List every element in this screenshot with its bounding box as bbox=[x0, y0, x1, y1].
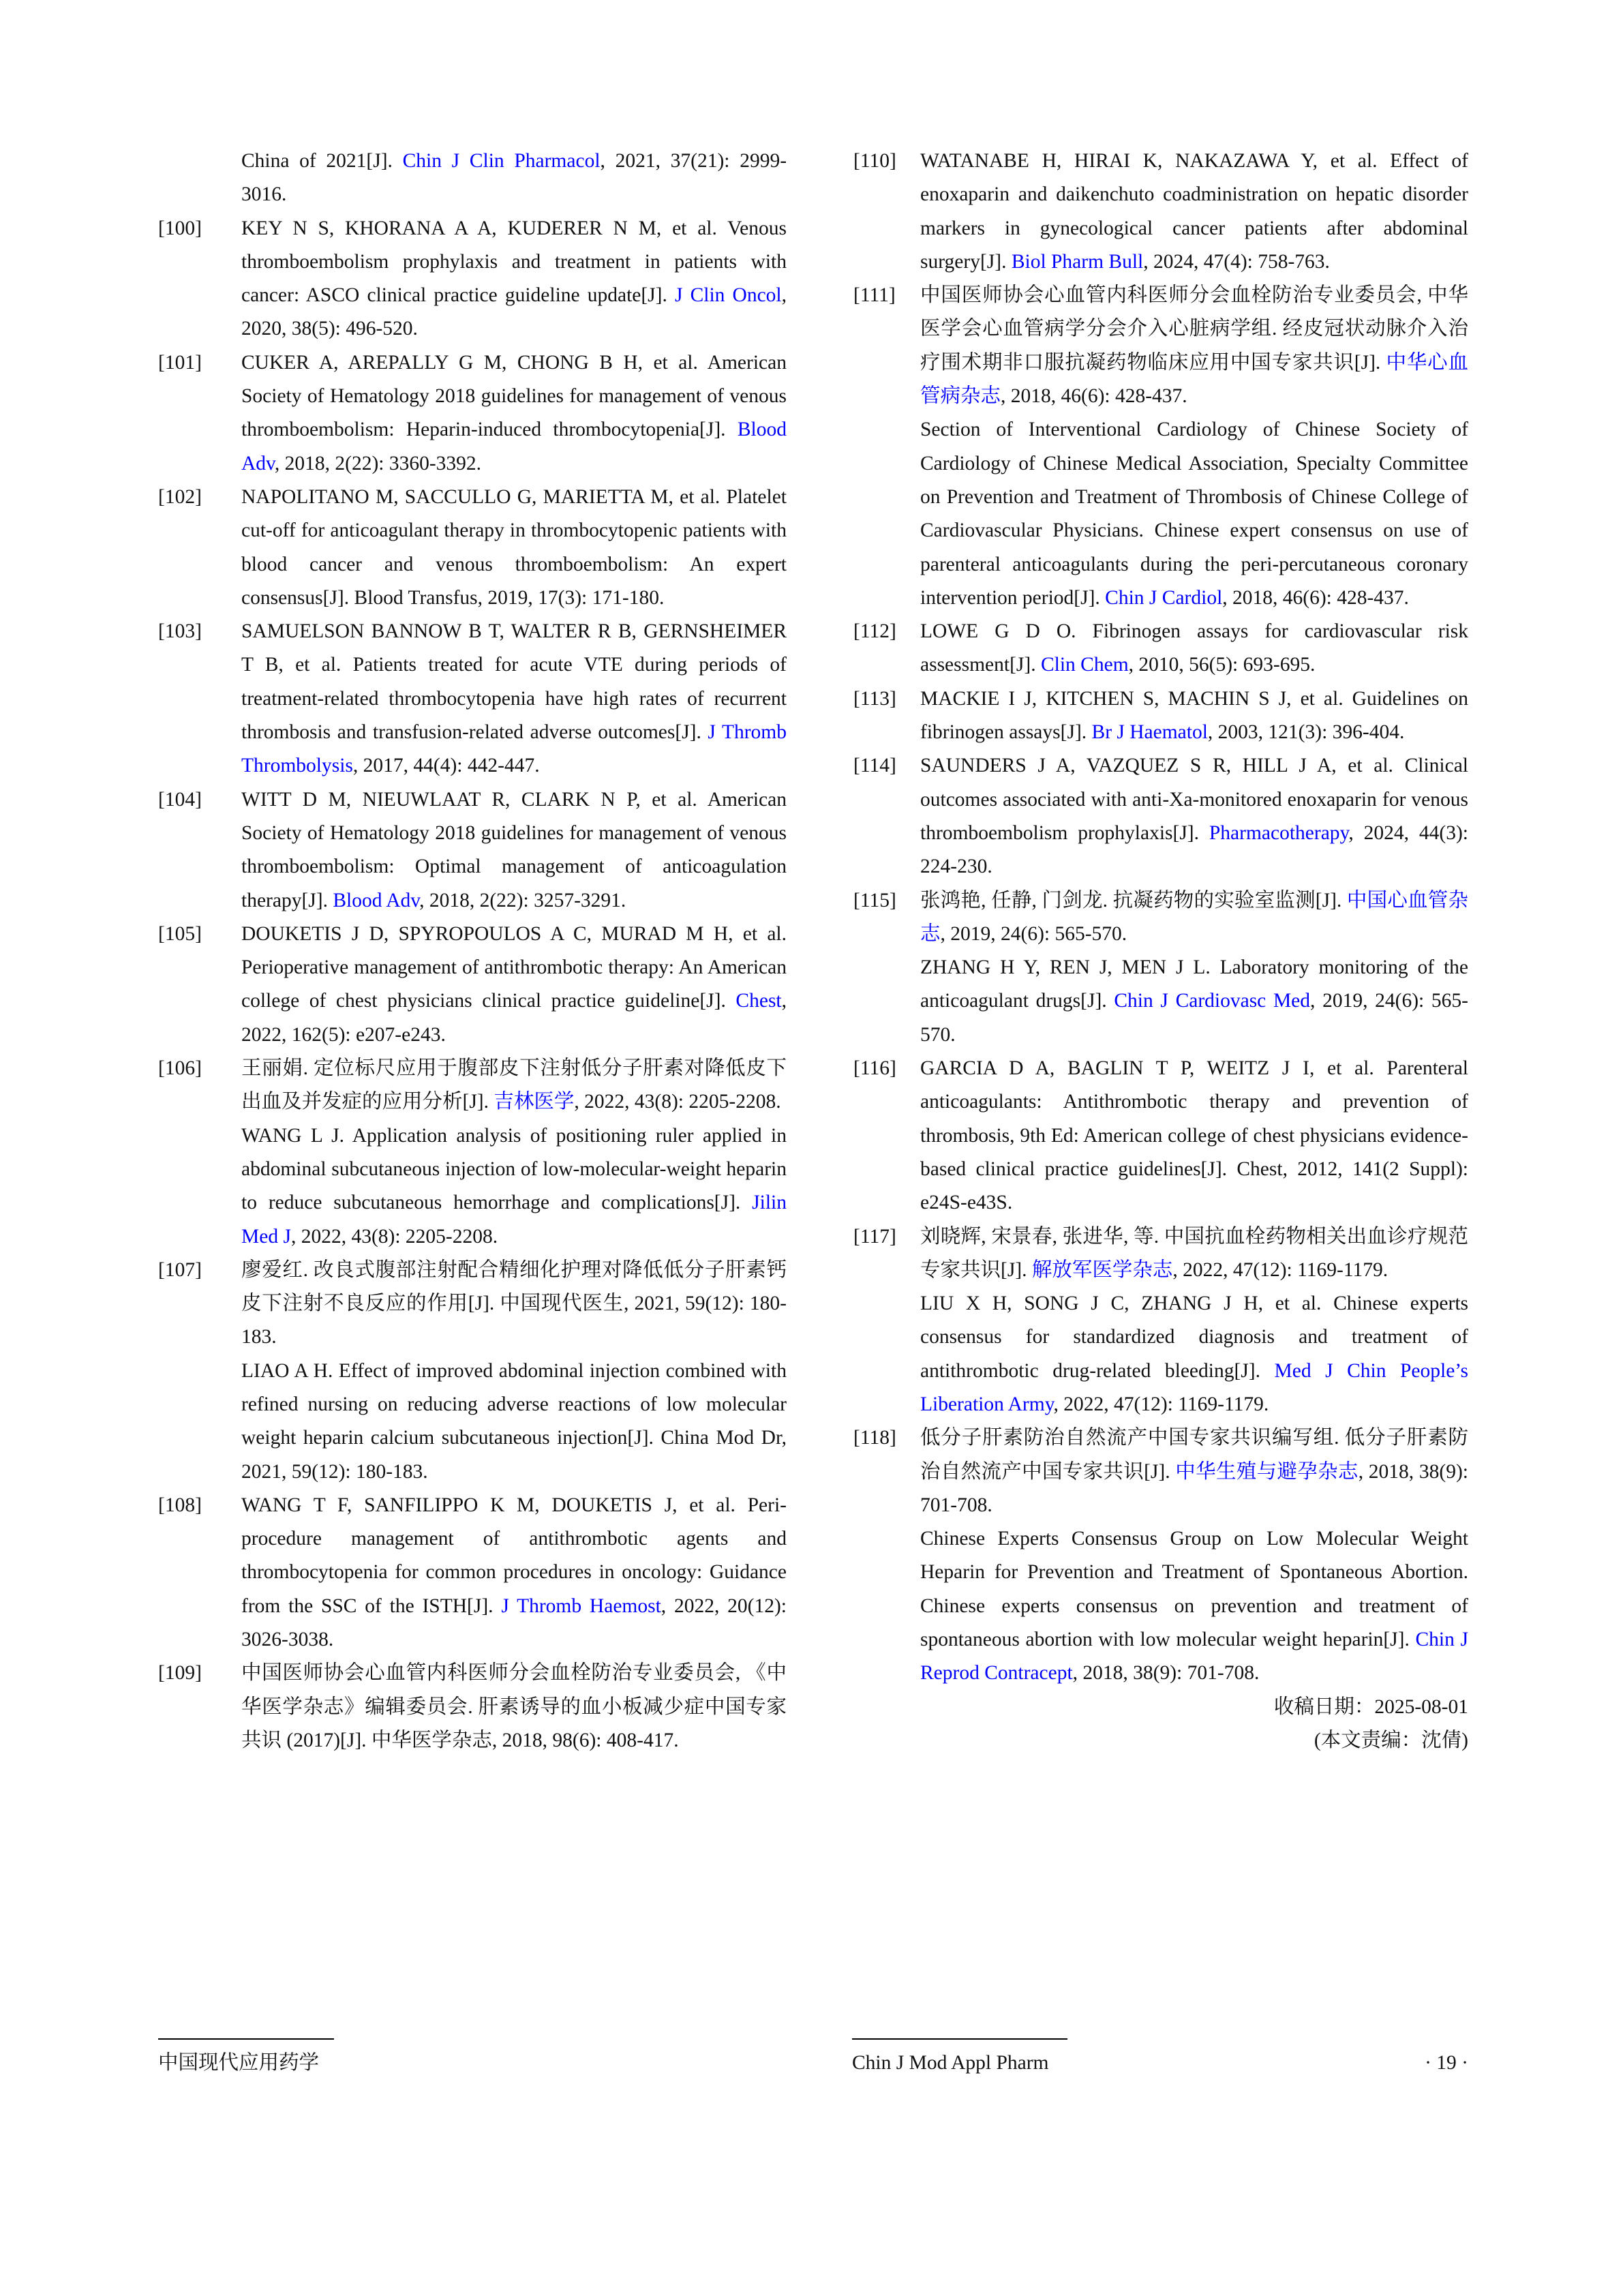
reference-number: [118] bbox=[853, 1427, 896, 1449]
reference-text bbox=[241, 783, 787, 918]
journal-link[interactable]: Blood Adv bbox=[241, 419, 787, 474]
footer-journal-cn: 中国现代应用药学 bbox=[158, 2052, 320, 2074]
journal-link[interactable]: Br J Haematol bbox=[1091, 721, 1208, 744]
reference-text-segment: , 2019, 24(6): 565-570. bbox=[940, 922, 1127, 945]
journal-link[interactable]: J Thromb Thrombolysis bbox=[241, 721, 787, 777]
reference-item bbox=[158, 212, 787, 346]
reference-text-segment: ZHANG H Y, REN J, MEN J L. Laboratory monitoring of the anticoagulant drugs[J]. bbox=[920, 956, 1468, 1012]
reference-item bbox=[158, 615, 787, 783]
journal-link[interactable]: Chin J Cardiovasc Med bbox=[1114, 990, 1311, 1012]
reference-text-segment: GARCIA D A, BAGLIN T P, WEITZ J I, et al. Parenteral anticoagulants: Antithrombotic therapy and prevention of thrombosis, 9th Ed: American college of chest physicians evidence-based clinical practice guidelines[J]. Chest, 2012, 141(2 Suppl): e24S-e43S. bbox=[920, 1057, 1468, 1214]
reference-text-segment: 张鸿艳, 任静, 门剑龙. 抗凝药物的实验室监测[J]. bbox=[920, 889, 1347, 911]
reference-continuation bbox=[158, 145, 787, 212]
reference-text bbox=[241, 145, 787, 212]
journal-link[interactable]: Chin J Cardiol bbox=[1105, 586, 1223, 609]
reference-text-segment: 王丽娟. 定位标尺应用于腹部皮下注射低分子肝素对降低皮下出血及并发症的应用分析[J]. bbox=[241, 1057, 787, 1113]
reference-number: [106] bbox=[158, 1057, 202, 1080]
reference-translation bbox=[920, 951, 1468, 1052]
reference-text bbox=[920, 884, 1468, 952]
reference-list-right bbox=[853, 145, 1468, 1691]
reference-number: [103] bbox=[158, 620, 202, 643]
reference-text-segment: , 2019, 24(6): 565-570. bbox=[920, 990, 1468, 1046]
reference-item bbox=[158, 481, 787, 615]
reference-item bbox=[158, 783, 787, 918]
reference-translation bbox=[920, 413, 1468, 615]
reference-number: [110] bbox=[853, 150, 896, 172]
reference-number: [107] bbox=[158, 1258, 202, 1281]
reference-text-segment: Section of Interventional Cardiology of Chinese Society of Cardiology of Chinese Medical Association, Specialty Committee on Prevention and Treatment of Thrombosis of Chinese College of Cardiovascular Physicians. Chinese expert consensus on use of parenteral anticoagulants during the peri-percutaneous coronary intervention period[J]. bbox=[920, 419, 1468, 609]
reference-text bbox=[241, 346, 787, 481]
journal-link[interactable]: Chin J Clin Pharmacol bbox=[402, 150, 601, 172]
reference-text bbox=[241, 1254, 787, 1355]
journal-link[interactable]: 中华生殖与避孕杂志 bbox=[1175, 1460, 1359, 1483]
editor-note: (本文责编：沈倩) bbox=[1314, 1729, 1468, 1751]
reference-text-segment: SAMUELSON BANNOW B T, WALTER R B, GERNSHEIMER T B, et al. Patients treated for acute VTE during periods of treatment-related thrombocytopenia have high rates of recurrent thrombosis and transfusion-related adverse outcomes[J]. bbox=[241, 620, 787, 744]
reference-item bbox=[853, 1052, 1468, 1220]
reference-text bbox=[241, 1052, 787, 1119]
reference-text-segment: , 2018, 46(6): 428-437. bbox=[1001, 385, 1187, 408]
reference-text bbox=[241, 481, 787, 615]
journal-link[interactable]: Chest bbox=[735, 990, 782, 1012]
received-date: 收稿日期：2025-08-01 bbox=[1273, 1695, 1468, 1718]
reference-item bbox=[158, 346, 787, 481]
reference-number: [100] bbox=[158, 217, 202, 239]
reference-text-segment: Chinese Experts Consensus Group on Low Molecular Weight Heparin for Prevention and Treatment of Spontaneous Abortion. Chinese experts consensus on prevention and treatment of spontaneous abortion with low molecular weight heparin[J]. bbox=[920, 1528, 1468, 1651]
reference-text-segment: MACKIE I J, KITCHEN S, MACHIN S J, et al. Guidelines on fibrinogen assays[J]. bbox=[920, 687, 1468, 744]
journal-link[interactable]: Med J Chin People’s Liberation Army bbox=[920, 1359, 1468, 1415]
reference-text-segment: , 2010, 56(5): 693-695. bbox=[1128, 654, 1316, 676]
reference-list-left bbox=[158, 212, 787, 1758]
reference-text-segment: , 2022, 20(12): 3026-3038. bbox=[241, 1595, 787, 1651]
reference-number: [113] bbox=[853, 687, 896, 710]
reference-number: [111] bbox=[853, 284, 896, 307]
reference-item bbox=[158, 1254, 787, 1489]
reference-text-segment: , 2022, 43(8): 2205-2208. bbox=[574, 1091, 781, 1113]
reference-number: [116] bbox=[853, 1057, 896, 1080]
reference-text bbox=[241, 918, 787, 1052]
reference-text-segment: , 2018, 38(9): 701-708. bbox=[920, 1460, 1468, 1516]
reference-item bbox=[853, 749, 1468, 883]
journal-link[interactable]: J Clin Oncol bbox=[674, 284, 782, 307]
reference-text-segment: 中国医师协会心血管内科医师分会血栓防治专业委员会, 《中华医学杂志》编辑委员会. 肝素诱导的血小板减少症中国专家共识 (2017)[J]. 中华医学杂志, 2018, 98(6): 408-417. bbox=[241, 1662, 787, 1751]
right-column bbox=[853, 145, 1468, 1757]
reference-text bbox=[920, 1421, 1468, 1522]
reference-text bbox=[920, 615, 1468, 682]
reference-item bbox=[853, 682, 1468, 750]
reference-item bbox=[158, 918, 787, 1052]
reference-item bbox=[853, 884, 1468, 1052]
reference-item bbox=[158, 1657, 787, 1757]
journal-link[interactable]: Pharmacotherapy bbox=[1209, 821, 1349, 844]
reference-text-segment: , 2022, 47(12): 1169-1179. bbox=[1172, 1258, 1389, 1281]
reference-text bbox=[920, 279, 1468, 413]
reference-item bbox=[853, 615, 1468, 682]
reference-number: [117] bbox=[853, 1225, 896, 1248]
reference-text bbox=[920, 1052, 1468, 1220]
reference-text-segment: , 2018, 46(6): 428-437. bbox=[1222, 586, 1409, 609]
reference-text bbox=[241, 615, 787, 783]
journal-link[interactable]: 吉林医学 bbox=[494, 1091, 575, 1113]
reference-translation bbox=[920, 1522, 1468, 1690]
reference-text-segment: LIAO A H. Effect of improved abdominal injection combined with refined nursing on reducing adverse reactions of low molecular weight heparin calcium subcutaneous injection[J]. China Mod Dr, 2021, 59(12): 180-183. bbox=[241, 1359, 787, 1483]
reference-text-segment: , 2018, 2(22): 3257-3291. bbox=[419, 889, 626, 911]
reference-item bbox=[158, 1489, 787, 1657]
reference-text-segment: , 2022, 43(8): 2205-2208. bbox=[290, 1225, 498, 1248]
journal-link[interactable]: 中华心血管病杂志 bbox=[920, 351, 1468, 408]
footer-journal-en: Chin J Mod Appl Pharm bbox=[852, 2052, 1049, 2074]
reference-number: [109] bbox=[158, 1662, 202, 1685]
journal-link[interactable]: 中国心血管杂志 bbox=[920, 889, 1468, 945]
reference-text-segment: NAPOLITANO M, SACCULLO G, MARIETTA M, et al. Platelet cut-off for anticoagulant therapy in thrombocytopenic patients with blood cancer and venous thromboembolism: An expert consensus[J]. Blood Transfus, 2019, 17(3): 171-180. bbox=[241, 485, 787, 609]
journal-link[interactable]: Biol Pharm Bull bbox=[1011, 250, 1144, 273]
reference-item bbox=[853, 279, 1468, 615]
reference-number: [102] bbox=[158, 485, 202, 508]
reference-text-segment: WATANABE H, HIRAI K, NAKAZAWA Y, et al. Effect of enoxaparin and daikenchuto coadministration on hepatic disorder markers in gynecological cancer patients after abdominal surgery[J]. bbox=[920, 150, 1468, 273]
reference-item bbox=[853, 1421, 1468, 1690]
reference-text-segment: LOWE G D O. Fibrinogen assays for cardiovascular risk assessment[J]. bbox=[920, 620, 1468, 676]
journal-link[interactable]: Clin Chem bbox=[1040, 654, 1129, 676]
journal-link[interactable]: Blood Adv bbox=[333, 889, 420, 911]
reference-text-segment: WANG T F, SANFILIPPO K M, DOUKETIS J, et al. Peri-procedure management of antithrombotic agents and thrombocytopenia for common procedures in oncology: Guidance from the SSC of the ISTH[J]. bbox=[241, 1494, 787, 1617]
reference-text-segment: , 2024, 44(3): 224-230. bbox=[920, 821, 1468, 878]
reference-text bbox=[241, 212, 787, 346]
journal-link[interactable]: J Thromb Haemost bbox=[501, 1595, 661, 1617]
journal-link[interactable]: Chin J Reprod Contracept bbox=[920, 1629, 1468, 1685]
reference-text-segment: LIU X H, SONG J C, ZHANG J H, et al. Chinese experts consensus for standardized diagnosis and treatment of antithrombotic drug-related bleeding[J]. bbox=[920, 1293, 1468, 1382]
reference-number: [101] bbox=[158, 351, 202, 374]
reference-text-segment: , 2022, 162(5): e207-e243. bbox=[241, 990, 787, 1046]
reference-text bbox=[920, 1220, 1468, 1288]
reference-text bbox=[241, 1489, 787, 1657]
reference-text-segment: CUKER A, AREPALLY G M, CHONG B H, et al. American Society of Hematology 2018 guidelines for management of venous thromboembolism: Heparin-induced thrombocytopenia[J]. bbox=[241, 351, 787, 441]
reference-text-segment: 中国医师协会心血管内科医师分会血栓防治专业委员会, 中华医学会心血管病学分会介入心脏病学组. 经皮冠状动脉介入治疗围术期非口服抗凝药物临床应用中国专家共识[J]. bbox=[920, 284, 1468, 374]
reference-text-segment: China of 2021[J]. bbox=[241, 150, 403, 172]
reference-number: [104] bbox=[158, 788, 202, 811]
reference-text-segment: , 2018, 2(22): 3360-3392. bbox=[274, 452, 482, 474]
reference-text-segment: DOUKETIS J D, SPYROPOULOS A C, MURAD M H, et al. Perioperative management of antithrombotic therapy: An American college of chest physicians clinical practice guideline[J]. bbox=[241, 922, 787, 1012]
reference-text bbox=[241, 1657, 787, 1757]
reference-translation bbox=[920, 1287, 1468, 1421]
reference-text-segment: , 2022, 47(12): 1169-1179. bbox=[1053, 1393, 1269, 1415]
reference-text-segment: SAUNDERS J A, VAZQUEZ S R, HILL J A, et al. Clinical outcomes associated with anti-Xa-monitored enoxaparin for venous thromboembolism prophylaxis[J]. bbox=[920, 755, 1468, 844]
reference-text-segment: 低分子肝素防治自然流产中国专家共识编写组. 低分子肝素防治自然流产中国专家共识[J]. bbox=[920, 1427, 1468, 1483]
reference-translation bbox=[241, 1355, 787, 1489]
reference-text-segment: , 2017, 44(4): 442-447. bbox=[352, 755, 540, 777]
reference-text-segment: 刘晓辉, 宋景春, 张进华, 等. 中国抗血栓药物相关出血诊疗规范专家共识[J]. bbox=[920, 1225, 1468, 1281]
reference-number: [108] bbox=[158, 1494, 202, 1516]
reference-text-segment: WITT D M, NIEUWLAAT R, CLARK N P, et al. American Society of Hematology 2018 guidelines for management of venous thromboembolism: Optimal management of anticoagulation therapy[J]. bbox=[241, 788, 787, 911]
reference-text-segment: , 2024, 47(4): 758-763. bbox=[1143, 250, 1330, 273]
reference-text-segment: , 2018, 38(9): 701-708. bbox=[1072, 1662, 1260, 1685]
reference-text bbox=[920, 749, 1468, 883]
reference-text-segment: KEY N S, KHORANA A A, KUDERER N M, et al. Venous thromboembolism prophylaxis and treatment in patients with cancer: ASCO clinical practice guideline update[J]. bbox=[241, 217, 787, 307]
reference-item bbox=[853, 1220, 1468, 1422]
reference-text-segment: 廖爱红. 改良式腹部注射配合精细化护理对降低低分子肝素钙皮下注射不良反应的作用[J]. 中国现代医生, 2021, 59(12): 180-183. bbox=[241, 1258, 787, 1348]
journal-link[interactable]: 解放军医学杂志 bbox=[1031, 1258, 1173, 1281]
footer-rule-right bbox=[852, 2038, 1067, 2040]
reference-text-segment: WANG L J. Application analysis of positioning ruler applied in abdominal subcutaneous injection of low-molecular-weight heparin to reduce subcutaneous hemorrhage and complications[J]. bbox=[241, 1124, 787, 1214]
reference-text-segment: , 2020, 38(5): 496-520. bbox=[241, 284, 787, 340]
reference-number: [112] bbox=[853, 620, 896, 643]
reference-number: [114] bbox=[853, 755, 896, 777]
journal-link[interactable]: Jilin Med J bbox=[241, 1192, 787, 1248]
reference-text bbox=[920, 682, 1468, 750]
reference-number: [105] bbox=[158, 922, 202, 945]
reference-number: [115] bbox=[853, 889, 896, 911]
reference-text bbox=[920, 145, 1468, 279]
left-column bbox=[158, 145, 787, 1757]
reference-text-segment: , 2003, 121(3): 396-404. bbox=[1207, 721, 1405, 744]
reference-text-segment: , 2021, 37(21): 2999-3016. bbox=[241, 150, 787, 206]
reference-translation bbox=[241, 1119, 787, 1254]
footer-rule-left bbox=[158, 2038, 334, 2040]
reference-item bbox=[853, 145, 1468, 279]
reference-item bbox=[158, 1052, 787, 1254]
page-number: · 19 · bbox=[1425, 2052, 1468, 2074]
